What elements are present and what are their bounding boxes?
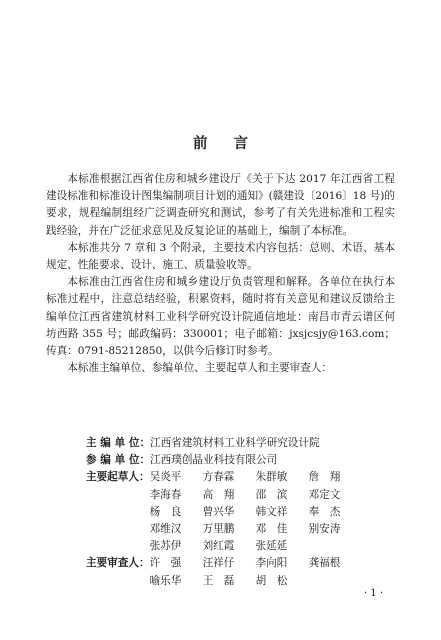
drafters-list: [150, 469, 362, 555]
person-name: 方春霖: [202, 471, 235, 484]
person-name: 李海春: [149, 488, 182, 501]
person-name: 杨 良: [149, 505, 182, 518]
participating-unit-label: 参 编 单 位：: [86, 454, 151, 467]
person-name: 奉 杰: [308, 505, 341, 518]
person-name: 邵 滨: [255, 488, 288, 501]
person-name: 胡 松: [255, 574, 288, 587]
paragraph-basis: 本标准根据江西省住房和城乡建设厅《关于下达 2017 年江西省工程建设标准和标准设计图集编制项目计划的通知》(赣建设〔2016〕18 号)的要求，规程编制组经广泛调查研究和测试，参考了有关先进标准和工程实践经验，并在广泛征求意见及反复论证的基础上，编制了本标准。: [46, 173, 395, 237]
preface-body: [46, 171, 395, 377]
page-number: · 1 ·: [363, 588, 383, 599]
person-name: 朱群敏: [255, 471, 288, 484]
drafters-row: [86, 469, 386, 555]
person-name: 张苏伊: [149, 540, 182, 553]
participating-unit-row: [86, 452, 386, 469]
person-name: 龚福根: [308, 557, 341, 570]
page-title: 前言: [193, 135, 274, 152]
reviewers-row: [86, 555, 386, 589]
person-name: 许 强: [149, 557, 182, 570]
paragraph-units-intro: 本标准主编单位、参编单位、主要起草人和主要审查人：: [67, 362, 333, 375]
person-name: 刘红霞: [202, 540, 235, 553]
reviewers-label: 主要审查人：: [86, 557, 150, 570]
person-name: 曾兴华: [202, 505, 235, 518]
participating-unit-value: 江西璞创晶业科技有限公司: [150, 454, 278, 467]
paragraph-management: 本标准由江西省住房和城乡建设厅负责管理和解释。各单位在执行本标准过程中，注意总结经验，积累资料，随时将有关意见和建议反馈给主编单位江西省建筑材料工业科学研究设计院通信地址：南昌市青云谱区何坊西路 355 号；邮政编码：330001；电子邮箱：jxsjcsjy@163.com；传真：0791-85212850，以供今后修订时参考。: [46, 276, 395, 358]
person-name: 邓维汉: [149, 523, 182, 536]
person-name: 李向阳: [255, 557, 288, 570]
person-name: 喻乐华: [149, 574, 182, 587]
drafters-label: 主要起草人：: [86, 471, 150, 484]
units-and-people: [86, 435, 386, 590]
person-name: 詹 翔: [308, 471, 341, 484]
person-name: 别安涛: [308, 523, 341, 536]
person-name: 邓 佳: [255, 523, 288, 536]
paragraph-contents: 本标准共分 7 章和 3 个附录，主要技术内容包括：总则、术语、基本规定、性能要求、设计、施工、质量验收等。: [46, 241, 395, 272]
person-name: 韩文祥: [255, 505, 288, 518]
person-name: 张延延: [255, 540, 288, 553]
person-name: 汪祥仔: [202, 557, 235, 570]
reviewers-list: [150, 555, 362, 589]
person-name: 王 磊: [202, 574, 235, 587]
person-name: 高 翔: [202, 488, 235, 501]
chief-unit-label: 主 编 单 位：: [86, 437, 151, 449]
chief-unit-value: 江西省建筑材料工业科学研究设计院: [150, 437, 320, 449]
chief-unit-row: [86, 435, 386, 452]
person-name: 万里鹏: [202, 523, 235, 536]
person-name: 邓定文: [308, 488, 341, 501]
person-name: 吴炎平: [149, 471, 182, 484]
